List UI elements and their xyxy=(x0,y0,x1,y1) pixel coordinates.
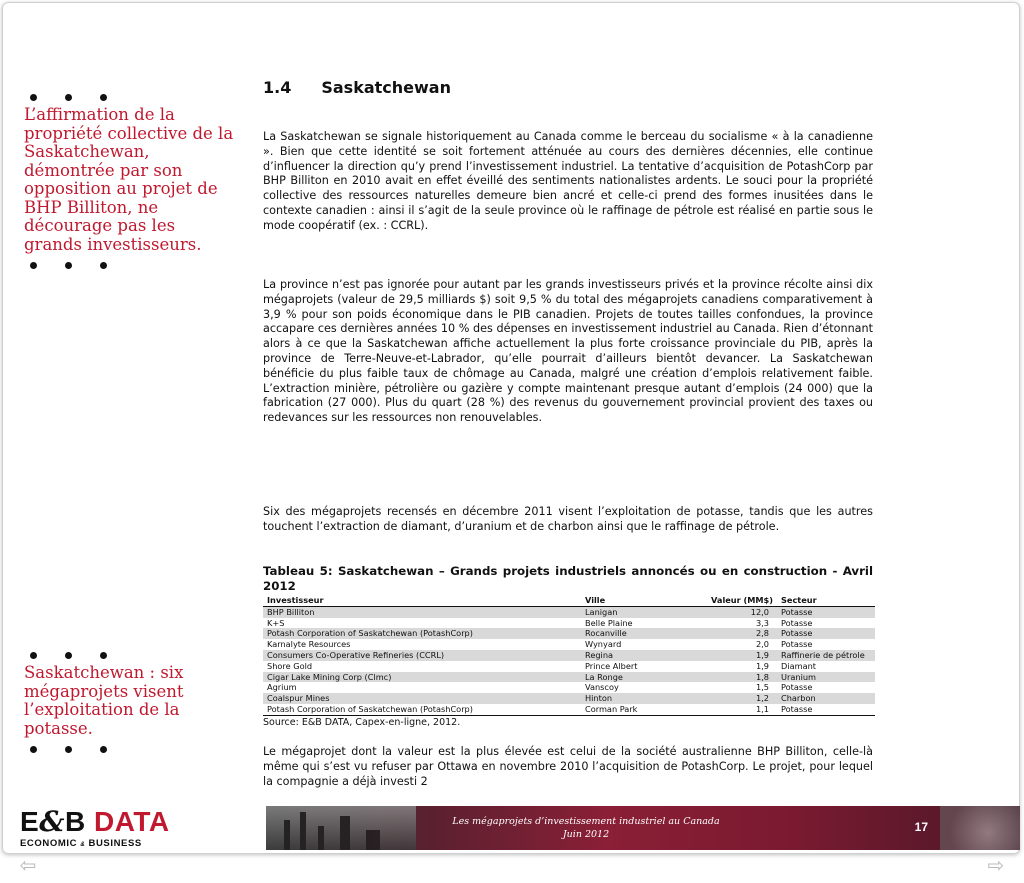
logo-tagline-right: BUSINESS xyxy=(88,838,142,849)
table-row xyxy=(263,672,875,683)
paragraph: La province n’est pas ignorée pour autant par les grands investisseurs privés et la province récolte ainsi dix mégaprojets (valeur de 29,5 milliards $) soit 9,5 % du total des mégaprojets canadiens comparativement à 3,9 % pour son poids économique dans le PIB canadien. Projets de toutes tailles confondues, la province accapare ces dernières années 10 % des dépenses en investissement industriel au Canada. Rien d’étonnant alors à ce que la Saskatchewan affiche actuellement la plus forte croissance provinciale du PIB, après la province de Terre-Neuve-et-Labrador, qu’elle pourrait d’ailleurs bientôt devancer. La Saskatchewan bénéficie du plus faible taux de chômage au Canada, malgré une création d’emplois relativement faible. L’extraction minière, pétrolière ou gazière y compte maintenant presque autant d’emplois (24 000) que la fabrication (27 000). Plus du quart (28 %) des revenus du gouvernement provincial provient des taxes ou redevances sur les ressources non renouvelables. xyxy=(263,278,873,425)
banner-decoration xyxy=(940,806,1020,850)
main-content xyxy=(263,78,873,788)
section-heading xyxy=(263,78,873,97)
logo-tagline-left: ECONOMIC xyxy=(20,838,78,849)
bullet-dots-bottom xyxy=(24,742,234,756)
cell-city: Vanscoy xyxy=(585,682,619,693)
cell-value: 1,8 xyxy=(689,672,777,683)
table-row xyxy=(263,661,875,672)
logo-tagline xyxy=(20,838,170,849)
logo-ampersand: & xyxy=(39,805,65,838)
cell-investor: K+S xyxy=(267,617,285,628)
banner-title xyxy=(266,815,906,841)
cell-sector: Potasse xyxy=(781,682,813,693)
projects-table xyxy=(263,595,875,716)
bullet-dots-top xyxy=(24,90,234,104)
paragraph: La Saskatchewan se signale historiquement au Canada comme le berceau du socialisme « à la canadienne ». Bien que cette identité se soit fortement atténuée au cours des dernières décennies, elle continue d’influencer la direction qu’y prend l’investissement industriel. La tentative d’acquisition de PotashCorp par BHP Billiton en 2010 avait en effet éveillé des sentiments nationalistes ardents. Le souci pour la propriété collective des ressources naturelles demeure bien ancré et celle-ci prend des formes inusitées dans le contexte canadien : ainsi il s’agit de la seule province où le raffinage de pétrole est réalisé en partie sous le mode coopératif (ex. : CCRL). xyxy=(263,130,873,232)
cell-value: 1,1 xyxy=(689,704,777,715)
cell-sector: Charbon xyxy=(777,693,875,704)
banner-title-line: Les mégaprojets d’investissement industriel au Canada xyxy=(452,816,720,827)
table-row xyxy=(263,639,875,650)
column-header: Secteur xyxy=(777,595,875,606)
cell-city: Hinton xyxy=(581,693,689,704)
section-number: 1.4 xyxy=(263,78,292,97)
column-header: Investisseur xyxy=(263,595,581,606)
table-row xyxy=(263,704,875,715)
arrow-right-icon[interactable]: ⇨ xyxy=(987,853,1005,877)
cell-sector: Potasse xyxy=(777,628,875,639)
cell-investor: Karnalyte Resources xyxy=(267,639,351,650)
cell-sector: Raffinerie de pétrole xyxy=(777,650,875,661)
cell-city: Regina xyxy=(581,650,689,661)
cell-sector: Diamant xyxy=(781,660,816,671)
logo-tagline-amp: & xyxy=(80,842,86,848)
column-header: Valeur (MM$) xyxy=(689,595,777,606)
cell-value: 1,5 xyxy=(755,682,769,693)
table-caption: Tableau 5: Saskatchewan – Grands projets industriels annoncés ou en construction - Avril 2012 xyxy=(263,564,873,593)
bullet-dots-bottom xyxy=(24,258,234,272)
cell-value: 1,9 xyxy=(755,660,769,671)
paragraph: Le mégaprojet dont la valeur est la plus élevée est celui de la société australienne BHP Billiton, celle-là même qui s’est vu refuser par Ottawa en novembre 2010 l’acquisition de PotashCorp. Le projet, pour lequel la compagnie a déjà investi 2 xyxy=(263,745,873,788)
table-row xyxy=(263,606,875,617)
cell-city: Corman Park xyxy=(581,704,689,715)
table-row xyxy=(263,650,875,661)
sidebar-quote-1 xyxy=(24,90,234,272)
cell-investor: Potash Corporation of Saskatchewan (PotashCorp) xyxy=(263,704,581,715)
cell-sector: Potasse xyxy=(781,617,813,628)
cell-sector: Potasse xyxy=(777,606,875,617)
eb-data-logo xyxy=(20,805,170,849)
cell-value: 3,3 xyxy=(755,617,769,628)
cell-investor: Cigar Lake Mining Corp (Clmc) xyxy=(263,672,581,683)
paragraph: Six des mégaprojets recensés en décembre 2011 visent l’exploitation de potasse, tandis que les autres touchent l’extraction de diamant, d’uranium et de charbon ainsi que le raffinage de pétrole. xyxy=(263,505,873,533)
sidebar-quote-text: Saskatchewan : six mégaprojets visent l’exploitation de la potasse. xyxy=(24,663,184,738)
cell-value: 12,0 xyxy=(689,606,777,617)
table-row xyxy=(263,693,875,704)
cell-investor: Coalspur Mines xyxy=(263,693,581,704)
table-header-row xyxy=(263,595,875,606)
bullet-dots-top xyxy=(24,648,234,662)
table-row xyxy=(263,628,875,639)
cell-investor: Consumers Co-Operative Refineries (CCRL) xyxy=(263,650,581,661)
arrow-left-icon[interactable]: ⇦ xyxy=(19,853,37,877)
column-header: Ville xyxy=(581,595,689,606)
table-row xyxy=(263,682,875,693)
cell-city: Belle Plaine xyxy=(585,617,633,628)
cell-investor: Agrium xyxy=(267,682,297,693)
logo-letter: B xyxy=(64,806,86,837)
table-row xyxy=(263,618,875,629)
logo-wordmark xyxy=(20,805,170,838)
cell-value: 1,2 xyxy=(689,693,777,704)
cell-value: 1,9 xyxy=(689,650,777,661)
table-source: Source: E&B DATA, Capex-en-ligne, 2012. xyxy=(263,717,461,728)
cell-city: Wynyard xyxy=(585,639,622,650)
logo-letter: E xyxy=(20,806,40,837)
footer-banner xyxy=(266,806,1020,850)
cell-sector: Potasse xyxy=(781,639,813,650)
cell-value: 2,0 xyxy=(755,639,769,650)
cell-city: Lanigan xyxy=(581,606,689,617)
cell-investor: Shore Gold xyxy=(267,660,313,671)
cell-city: La Ronge xyxy=(581,672,689,683)
sidebar-quote-text: L’affirmation de la propriété collective de la Saskatchewan, démontrée par son opposition au projet de BHP Billiton, ne décourage pas les grands investisseurs. xyxy=(24,105,234,254)
logo-data: DATA xyxy=(93,806,170,837)
cell-city: Prince Albert xyxy=(585,660,638,671)
banner-date: Juin 2012 xyxy=(562,829,610,840)
cell-city: Rocanville xyxy=(581,628,689,639)
sidebar-quote-2 xyxy=(24,648,234,756)
cell-investor: Potash Corporation of Saskatchewan (PotashCorp) xyxy=(263,628,581,639)
cell-sector: Potasse xyxy=(777,704,875,715)
section-title: Saskatchewan xyxy=(321,78,451,97)
cell-investor: BHP Billiton xyxy=(263,606,581,617)
page-number: 17 xyxy=(914,820,928,834)
cell-sector: Uranium xyxy=(777,672,875,683)
cell-value: 2,8 xyxy=(689,628,777,639)
